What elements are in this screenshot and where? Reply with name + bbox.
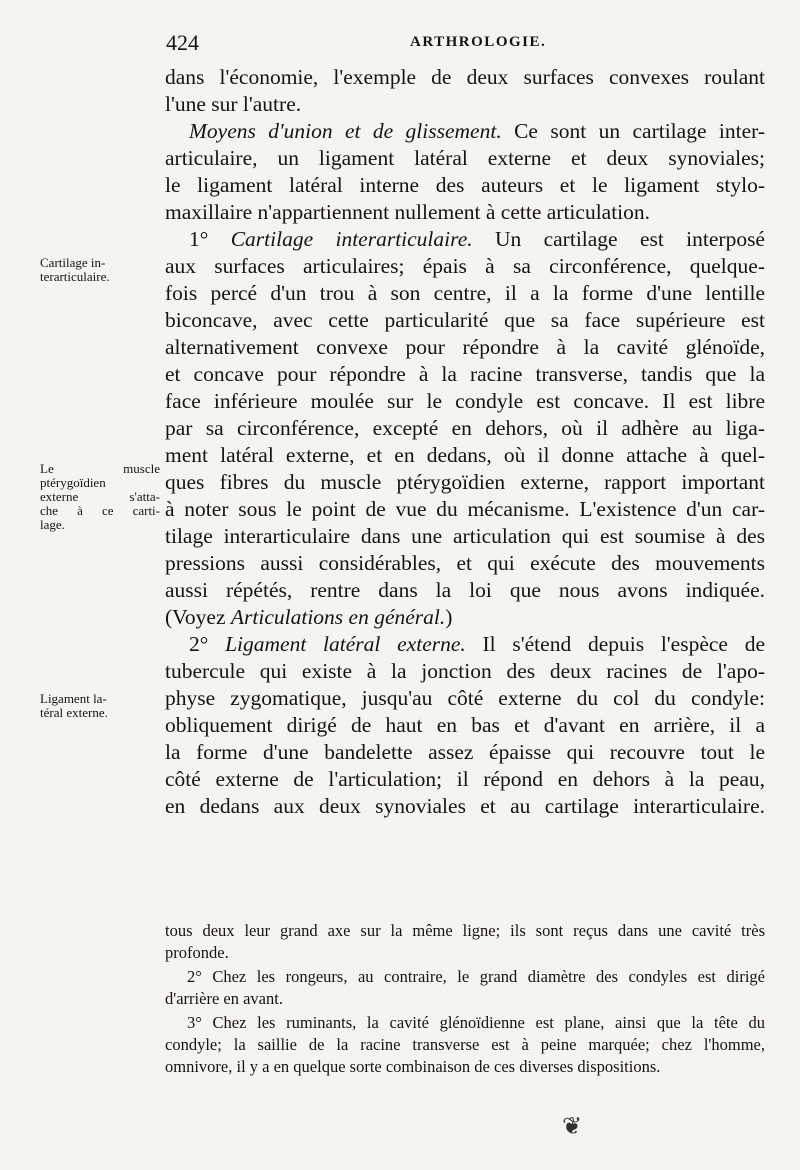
body-line: 2° Ligament latéral externe. Il s'étend depuis l'espèce de xyxy=(189,632,765,656)
body-line: maxillaire n'appartiennent nullement à cette articulation. xyxy=(165,200,651,224)
margin-note-line: terarticulaire. xyxy=(40,270,110,284)
body-line: alternativement convexe pour répondre à la cavité glénoïde, xyxy=(165,335,765,359)
margin-note-line: Ligament la- xyxy=(40,692,107,706)
footnote-line: tous deux leur grand axe sur la même ligne; ils sont reçus dans une cavité très xyxy=(165,921,765,940)
margin-note-line: téral externe. xyxy=(40,706,108,720)
body-line: tubercule qui existe à la jonction des deux racines de l'apo- xyxy=(165,659,765,683)
body-line: pressions aussi considérables, et qui exécute des mouvements xyxy=(165,551,765,575)
footnote-line: 3° Chez les ruminants, la cavité glénoïdienne est plane, ainsi que la tête du xyxy=(187,1013,765,1032)
page-number: 424 xyxy=(166,30,199,55)
body-line: biconcave, avec cette particularité que sa face supérieure est xyxy=(165,308,765,332)
footnote-line: condyle; la saillie de la racine transverse est à peine marquée; chez l'homme, xyxy=(165,1035,765,1054)
body-line: en dedans aux deux synoviales et au cartilage interarticulaire. xyxy=(165,794,765,818)
body-line: face inférieure moulée sur le condyle est concave. Il est libre xyxy=(165,389,765,413)
body-line: le ligament latéral interne des auteurs et le ligament stylo- xyxy=(165,173,765,197)
margin-note-line: Cartilage in- xyxy=(40,256,106,270)
body-line: côté externe de l'articulation; il répond en dehors à la peau, xyxy=(165,767,765,791)
body-line: à noter sous le point de vue du mécanisme. L'existence d'un car- xyxy=(165,497,765,521)
body-line: obliquement dirigé de haut en bas et d'avant en arrière, il a xyxy=(165,713,765,737)
margin-note-line: che à ce carti- xyxy=(40,504,160,518)
body-line: physe zygomatique, jusqu'au côté externe du col du condyle: xyxy=(165,686,765,710)
body-line: aussi répétés, rentre dans la loi que nous avons indiquée. xyxy=(165,578,765,602)
body-line: 1° Cartilage interarticulaire. Un cartilage est interposé xyxy=(189,227,765,251)
footnote-line: 2° Chez les rongeurs, au contraire, le grand diamètre des condyles est dirigé xyxy=(187,967,765,986)
body-line: (Voyez Articulations en général.) xyxy=(165,605,453,629)
body-line: ques fibres du muscle ptérygoïdien externe, rapport important xyxy=(165,470,765,494)
body-line: la forme d'une bandelette assez épaisse qui recouvre tout le xyxy=(165,740,765,764)
footnote-line: omnivore, il y a en quelque sorte combinaison de ces diverses dispositions. xyxy=(165,1057,661,1076)
body-line: aux surfaces articulaires; épais à sa circonférence, quelque- xyxy=(165,254,765,278)
body-line: fois percé d'un trou à son centre, il a la forme d'une lentille xyxy=(165,281,765,305)
body-line: dans l'économie, l'exemple de deux surfaces convexes roulant xyxy=(165,65,765,89)
footnote-line: profonde. xyxy=(165,943,229,962)
body-line: ment latéral externe, et en dedans, où il donne attache à quel- xyxy=(165,443,765,467)
margin-note-cartilage xyxy=(40,256,160,284)
body-line: l'une sur l'autre. xyxy=(165,92,302,116)
body-line: et concave pour répondre à la racine transverse, tandis que la xyxy=(165,362,765,386)
margin-note-line: Le muscle xyxy=(40,462,160,476)
margin-note-line: externe s'atta- xyxy=(40,490,160,504)
body-line: Moyens d'union et de glissement. Ce sont un cartilage inter- xyxy=(189,119,765,143)
page-header xyxy=(160,28,760,58)
margin-note-line: ptérygoïdien xyxy=(40,476,106,490)
body-line: par sa circonférence, excepté en dehors, où il adhère au liga- xyxy=(165,416,765,440)
margin-note-ligament xyxy=(40,692,160,720)
running-head: ARTHROLOGIE. xyxy=(410,34,547,50)
body-line: tilage interarticulaire dans une articulation qui est soumise à des xyxy=(165,524,765,548)
body-line: articulaire, un ligament latéral externe et deux synoviales; xyxy=(165,146,765,170)
printer-ornament-icon: ❦ xyxy=(562,1114,583,1140)
margin-note-line: lage. xyxy=(40,518,65,532)
margin-note-muscle xyxy=(40,462,160,532)
footnote-line: d'arrière en avant. xyxy=(165,989,283,1008)
